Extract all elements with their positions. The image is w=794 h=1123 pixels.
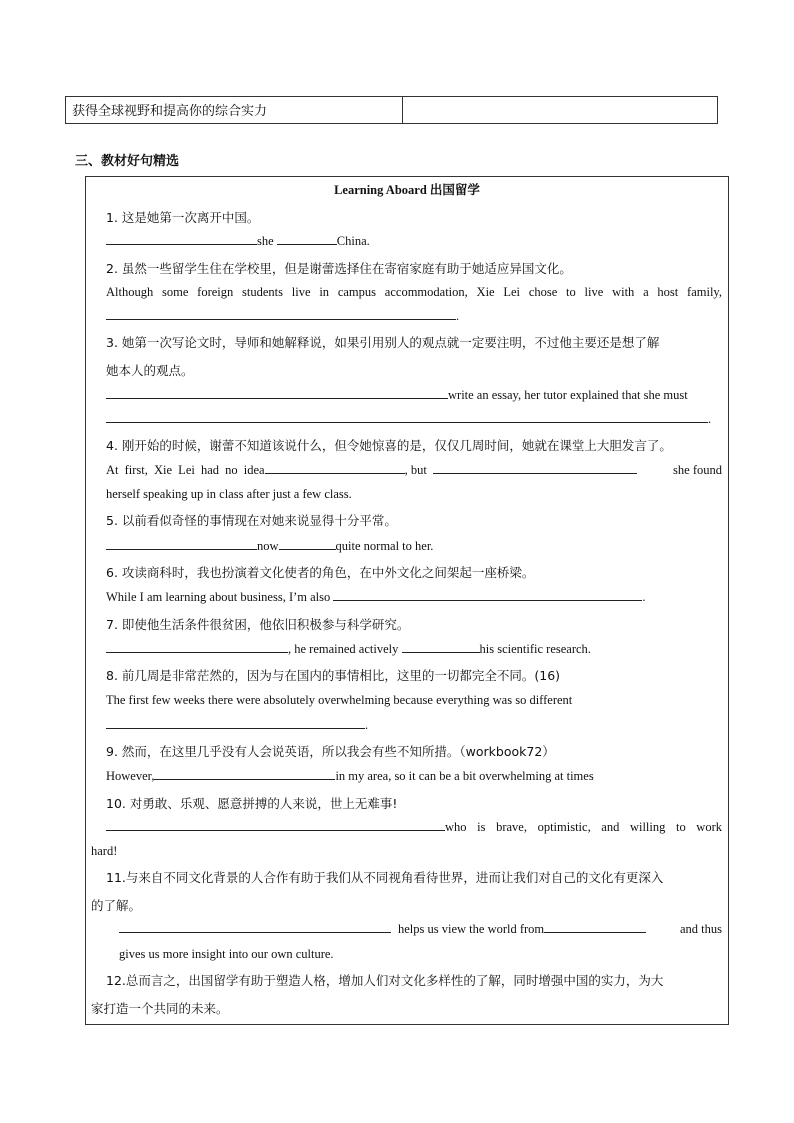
top-table-right-cell	[403, 97, 717, 123]
item-1-text-a: she	[257, 234, 274, 248]
item-2-chinese: 2. 虽然一些留学生住在学校里，但是谢蕾选择住在寄宿家庭有助于她适应异国文化。	[106, 261, 572, 276]
blank[interactable]	[265, 463, 405, 474]
box-title-zh: 出国留学	[429, 182, 480, 197]
item-11-english	[119, 922, 722, 937]
item-2-end: .	[456, 309, 460, 323]
item-1-english	[106, 234, 370, 249]
item-3-chinese-2: 她本人的观点。	[106, 363, 194, 378]
item-6-text: While I am learning about business, I’m also	[106, 590, 331, 604]
item-5-text-b: quite normal to her.	[335, 539, 434, 553]
item-11-text-a: helps us view the world from	[398, 922, 545, 936]
item-4-text-b: , but	[404, 463, 427, 477]
item-2-english: Although some foreign students live in campus accommodation, Xie Lei chose to live with a host family,	[106, 285, 722, 299]
item-3-end: .	[708, 412, 712, 426]
item-12-chinese-1: 12.总而言之，出国留学有助于塑造人格，增加人们对文化多样性的了解，同时增强中国的实力，为大	[106, 973, 664, 988]
item-3-chinese-1: 3. 她第一次写论文时，导师和她解释说，如果引用别人的观点就一定要注明，不过他主要还是想了解	[106, 335, 660, 350]
item-5-chinese: 5. 以前看似奇怪的事情现在对她来说显得十分平常。	[106, 513, 397, 528]
item-1-chinese: 1. 这是她第一次离开中国。	[106, 210, 260, 225]
sentences-box	[85, 176, 729, 1025]
blank[interactable]	[333, 590, 642, 601]
blank[interactable]	[106, 309, 456, 320]
item-4-text-c: she found	[673, 463, 722, 477]
blank[interactable]	[433, 463, 637, 474]
blank[interactable]	[544, 922, 646, 933]
section-heading: 三、教材好句精选	[75, 154, 180, 169]
blank[interactable]	[106, 234, 257, 245]
blank[interactable]	[106, 718, 365, 729]
item-9-english	[106, 769, 594, 784]
item-9-text-a: However,	[106, 769, 155, 783]
item-4-english	[106, 463, 722, 478]
item-8-answer-line	[106, 718, 368, 733]
item-3-text: write an essay, her tutor explained that she must	[448, 388, 688, 402]
item-5-text-a: now	[257, 539, 279, 553]
top-table-left-cell: 获得全球视野和提高你的综合实力	[66, 97, 403, 123]
item-7-text-a: , he remained actively	[288, 642, 399, 656]
item-9-text-b: in my area, so it can be a bit overwhelming at times	[335, 769, 594, 783]
blank[interactable]	[106, 539, 257, 550]
item-3-answer-line	[106, 412, 711, 427]
blank[interactable]	[277, 234, 337, 245]
item-6-end: .	[642, 590, 646, 604]
blank[interactable]	[106, 642, 288, 653]
item-11-chinese-1: 11.与来自不同文化背景的人合作有助于我们从不同视角看待世界，进而让我们对自己的文化有更深入	[106, 870, 664, 885]
item-5-english	[106, 539, 433, 554]
blank[interactable]	[106, 388, 448, 399]
item-11-text-c: gives us more insight into our own culture.	[119, 947, 334, 961]
item-12-chinese-2: 家打造一个共同的未来。	[91, 1001, 229, 1016]
blank[interactable]	[279, 539, 336, 550]
item-7-text-b: his scientific research.	[479, 642, 591, 656]
item-4-text-a: At first, Xie Lei had no idea	[106, 463, 265, 477]
item-10-english	[106, 820, 722, 835]
item-8-end: .	[365, 718, 369, 732]
item-2-answer-line	[106, 309, 459, 324]
box-title	[86, 180, 728, 198]
top-table	[65, 96, 718, 124]
item-7-chinese: 7. 即使他生活条件很贫困，他依旧积极参与科学研究。	[106, 617, 410, 632]
box-title-en: Learning Aboard	[334, 183, 427, 197]
item-8-chinese: 8. 前几周是非常茫然的，因为与在国内的事情相比，这里的一切都完全不同。(16)	[106, 668, 561, 683]
item-9-chinese: 9. 然而，在这里几乎没有人会说英语，所以我会有些不知所措。（workbook72）	[106, 744, 555, 759]
item-10-chinese: 10. 对勇敢、乐观、愿意拼搏的人来说，世上无难事!	[106, 796, 398, 811]
blank[interactable]	[154, 769, 335, 780]
item-10-end: hard!	[91, 844, 118, 858]
item-4-text-d: herself speaking up in class after just a few class.	[106, 487, 352, 501]
blank[interactable]	[106, 412, 708, 423]
item-4-chinese: 4. 刚开始的时候，谢蕾不知道该说什么，但令她惊喜的是，仅仅几周时间，她就在课堂上大胆发言了。	[106, 438, 672, 453]
blank[interactable]	[402, 642, 480, 653]
item-8-english: The first few weeks there were absolutely overwhelming because everything was so different	[106, 693, 573, 707]
item-11-chinese-2: 的了解。	[91, 898, 142, 913]
item-10-text: who is brave, optimistic, and willing to work	[445, 820, 722, 834]
item-7-english	[106, 642, 591, 657]
item-3-english	[106, 388, 688, 403]
item-6-chinese: 6. 攻读商科时，我也扮演着文化使者的角色，在中外文化之间架起一座桥梁。	[106, 565, 535, 580]
blank[interactable]	[119, 922, 391, 933]
blank[interactable]	[106, 820, 445, 831]
item-11-text-b: and thus	[679, 922, 722, 936]
item-6-english	[106, 590, 646, 605]
item-1-text-b: China.	[336, 234, 370, 248]
